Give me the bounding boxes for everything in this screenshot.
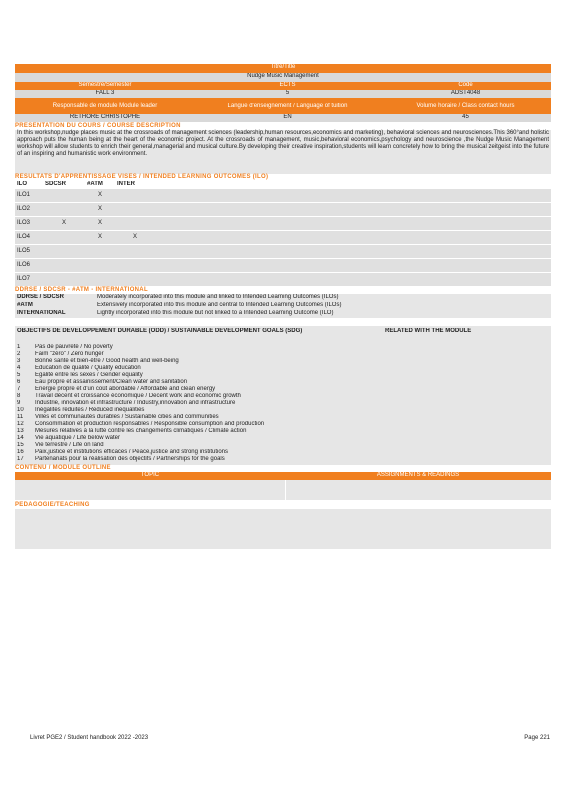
legend-key: #ATM: [17, 302, 33, 308]
sdg-number: 5: [17, 372, 21, 378]
legend-text: Moderately incorporated into this module and linked to Intended Learning Outcomes (ILOs): [97, 294, 339, 300]
ilo-row: [15, 217, 551, 231]
ects-value: 5: [285, 90, 290, 96]
sdg-number: 4: [17, 365, 21, 371]
module-title: Nudge Music Management: [247, 73, 319, 79]
assignments-cell: [286, 480, 552, 500]
ilo-inter: [115, 273, 155, 286]
volume-value: 45: [462, 114, 469, 120]
ilo-id: ILO3: [17, 220, 31, 226]
ilo-sdcsr: X: [61, 220, 66, 226]
topic-label: TOPIC: [140, 472, 160, 478]
ilo-col-sdcsr: SDCSR: [45, 181, 67, 187]
sdg-text: Mesures relatives à la lutte contre les changements climatiques / Climate action: [35, 428, 247, 434]
sdg-text: Bonne santé et bien-être / Good health and well-being: [35, 358, 179, 364]
sdg-number: 10: [17, 407, 24, 413]
sdg-item: [15, 449, 551, 456]
sdg-number: 6: [17, 379, 21, 385]
ilo-row: [15, 203, 551, 217]
sdg-number: 15: [17, 442, 24, 448]
content-header-row: [15, 472, 551, 480]
ilo-sdcsr: [43, 259, 85, 272]
ilo-id: ILO7: [17, 276, 31, 282]
sdg-item: [15, 351, 551, 358]
legend-heading: DDRSE / SDCSR - #ATM - INTERNATIONAL: [15, 287, 148, 293]
langue-value: EN: [283, 114, 292, 120]
sdg-item: [15, 442, 551, 449]
people-values-row: [15, 114, 551, 122]
sdg-item: [15, 358, 551, 365]
legend-text: Lightly incorporated into this module but not linked to a Intended Learning Outcome (ILO): [97, 310, 334, 316]
sdg-number: 12: [17, 421, 24, 427]
ilo-id: ILO1: [17, 192, 31, 198]
ilo-sdcsr: [43, 273, 85, 286]
ilo-id: ILO2: [17, 206, 31, 212]
ilo-inter: [115, 245, 155, 258]
sdg-text: Partenariats pour la réalisation des objectifs / Partnerships for the goals: [35, 456, 225, 462]
topic-cell: [15, 480, 286, 500]
sdg-text: Faim "zéro" / Zero hunger: [35, 351, 104, 357]
legend-key: INTERNATIONAL: [17, 310, 66, 316]
ilo-row: [15, 273, 551, 287]
volume-label: Volume horaire / Class contact hours: [416, 103, 515, 109]
sdg-number: 1: [17, 344, 21, 350]
sdg-number: 11: [17, 414, 24, 420]
langue-label: Langue d'enseignement / Language of tuition: [227, 102, 348, 109]
ilo-inter: [115, 217, 155, 230]
sdg-related-heading: RELATED WITH THE MODULE: [385, 328, 472, 334]
sdg-text: Vie terrestre / Life on land: [35, 442, 104, 448]
legend-row: [15, 294, 551, 302]
page-footer: [30, 735, 550, 741]
sdg-item: [15, 435, 551, 442]
ilo-id: ILO4: [17, 234, 31, 240]
sdg-number: 13: [17, 428, 24, 434]
title-band: [15, 64, 551, 73]
sdg-text: Consommation et production responsables / Responsible consumption and production: [35, 421, 265, 427]
ilo-heading: RESULTATS D'APPRENTISSAGE VISES / INTENDED LEARNING OUTCOMES (ILO): [15, 174, 269, 180]
ilo-row: [15, 259, 551, 273]
meta-labels-row: [15, 82, 551, 90]
ilo-row: [15, 245, 551, 259]
sdg-text: Paix,justice et institutions efficaces / Peace,justice and strong institutions: [35, 449, 228, 455]
sdg-text: Eau propre et assainissement/Clean water and sanitation: [35, 379, 188, 385]
presentation-heading: PRESENTATION DU COURS / COURSE DESCRIPTION: [15, 123, 181, 129]
sdg-item: [15, 379, 551, 386]
title-label: Titre/Title: [270, 64, 296, 70]
meta-values-row: [15, 90, 551, 98]
sdg-text: Pas de pauvreté / No poverty: [35, 344, 113, 350]
sdg-item: [15, 344, 551, 351]
ilo-atm: [85, 259, 115, 272]
ects-label: ECTS: [279, 82, 296, 88]
legend-text: Extensively incorporated into this module and central to Intended Learning Outcomes (ILOs): [97, 302, 342, 308]
ilo-sdcsr: [43, 189, 85, 202]
sdg-item: [15, 428, 551, 435]
ilo-row: [15, 231, 551, 245]
ilo-col-inter: INTER: [117, 181, 135, 187]
responsable-label: Responsable de module Module leader: [52, 103, 158, 109]
code-label: Code: [458, 82, 473, 88]
footer-page-number: Page 221: [524, 735, 550, 741]
semester-label: Semestre/Semester: [78, 82, 132, 88]
sdg-text: Villes et communautés durables / Sustainable cities and communities: [35, 414, 219, 420]
sdg-text: Inégalités réduites / Reduced inequalities: [35, 407, 145, 413]
ilo-col-ilo: ILO: [17, 181, 27, 187]
sdg-item: [15, 372, 551, 379]
sdg-number: 16: [17, 449, 24, 455]
pedagogy-body: [15, 509, 551, 549]
responsable-value: RETHORE CHRISTOPHE: [69, 114, 141, 120]
sdg-number: 8: [17, 393, 21, 399]
assignments-label: ASSIGNMENTS & READINGS: [376, 472, 460, 478]
ilo-atm: [85, 273, 115, 286]
sdg-text: Vie aquatique / Life below water: [35, 435, 120, 441]
title-value-row: [15, 73, 551, 82]
sdg-item: [15, 421, 551, 428]
legend-key: DDRSE / SDCSR: [17, 294, 65, 300]
semester-value: FALL 3: [95, 90, 115, 96]
content-heading: CONTENU / MODULE OUTLINE: [15, 465, 111, 471]
sdg-item: [15, 456, 551, 463]
legend-table: [15, 294, 551, 318]
presentation-text: In this workshop,nudge places music at the crossroads of management sciences (leadership,human resources,economics and marketing), behavioral sciences and neurosciences.This 360°and holistic approach puts the human being at the heart of the economic project. At the crossroads of management, music,behavioral economics,psychology and neuroscience ,the Nudge Music Management workshop will allow students to enrich their general,managerial and musical culture.By developing their creative inspiration,students will learn concretely how to bring the musical zeitgeist into the future of an inspiring and humanistic work environment.: [15, 130, 551, 174]
ilo-inter: [115, 189, 155, 202]
ilo-inter: X: [132, 234, 137, 240]
pedagogy-heading: PEDAGOGIE/TEACHING: [15, 502, 90, 508]
sdg-block: [15, 326, 551, 465]
ilo-atm: X: [97, 192, 102, 198]
sdg-list: [15, 344, 551, 463]
ilo-inter: [115, 203, 155, 216]
sdg-number: 14: [17, 435, 24, 441]
sdg-number: 7: [17, 386, 21, 392]
ilo-atm: X: [97, 234, 102, 240]
sdg-item: [15, 407, 551, 414]
ilo-atm: X: [97, 206, 102, 212]
sdg-number: 3: [17, 358, 21, 364]
ilo-sdcsr: [43, 245, 85, 258]
sdg-number: 17: [17, 456, 24, 462]
ilo-sdcsr: [43, 231, 85, 244]
sdg-item: [15, 386, 551, 393]
legend-row: [15, 302, 551, 310]
ilo-inter: [115, 259, 155, 272]
sdg-heading: OBJECTIFS DE DEVELOPPEMENT DURABLE (ODD) / SUSTAINABLE DEVELOPMENT GOALS (SDG): [17, 328, 303, 334]
people-labels-row: [15, 98, 551, 114]
ilo-atm: [85, 245, 115, 258]
syllabus-page: [15, 64, 551, 549]
sdg-text: Egalité entre les sexes / Gender equality: [35, 372, 143, 378]
ilo-header-row: [15, 181, 551, 189]
sdg-item: [15, 414, 551, 421]
sdg-item: [15, 393, 551, 400]
sdg-item: [15, 365, 551, 372]
sdg-number: 2: [17, 351, 21, 357]
legend-row: [15, 310, 551, 318]
ilo-row: [15, 189, 551, 203]
ilo-sdcsr: [43, 203, 85, 216]
ilo-atm: X: [97, 220, 102, 226]
ilo-id: ILO6: [17, 262, 31, 268]
ilo-table: [15, 189, 551, 287]
footer-handbook-label: Livret PGE2 / Student handbook 2022 -2023: [30, 735, 149, 741]
sdg-text: Energie propre et d'un coût abordable / Affordable and clean energy: [35, 386, 216, 392]
sdg-number: 9: [17, 400, 21, 406]
sdg-text: Industrie, innovation et infrastructure / Industry,innovation and infrastructure: [35, 400, 236, 406]
sdg-header-row: [15, 328, 551, 344]
sdg-text: Travail décent et croissance économique / Decent work and economic growth: [35, 393, 241, 399]
sdg-item: [15, 400, 551, 407]
code-value: ADST4048: [450, 90, 481, 96]
ilo-col-atm: #ATM: [87, 181, 103, 187]
content-body-row: [15, 480, 551, 500]
sdg-text: Education de qualité / Quality education: [35, 365, 141, 371]
ilo-id: ILO5: [17, 248, 31, 254]
